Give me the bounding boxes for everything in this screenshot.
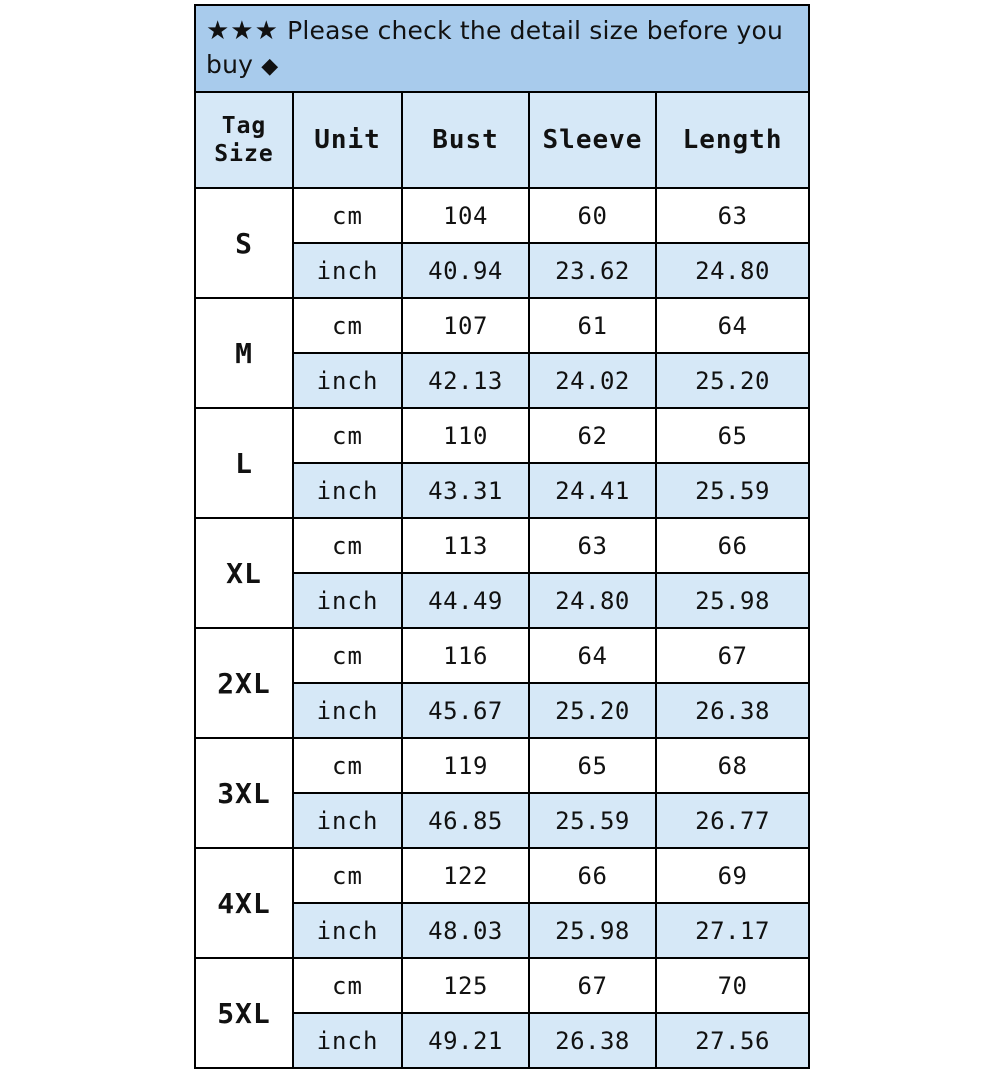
length-cm: 70 [656,958,809,1013]
length-inch: 25.98 [656,573,809,628]
sleeve-inch: 25.20 [529,683,656,738]
sleeve-cm: 64 [529,628,656,683]
length-cm: 64 [656,298,809,353]
bust-cm: 107 [402,298,529,353]
bust-cm: 125 [402,958,529,1013]
size-label: 4XL [195,848,293,958]
sleeve-cm: 63 [529,518,656,573]
sleeve-inch: 23.62 [529,243,656,298]
sleeve-cm: 67 [529,958,656,1013]
unit-label-inch: inch [293,243,402,298]
bust-cm: 122 [402,848,529,903]
header-length: Length [656,92,809,188]
size-chart-table [194,4,810,1069]
bust-inch: 48.03 [402,903,529,958]
header-tag-size-line2: Size [214,141,274,168]
size-label: 5XL [195,958,293,1068]
bust-inch: 49.21 [402,1013,529,1068]
length-inch: 25.20 [656,353,809,408]
sleeve-inch: 24.02 [529,353,656,408]
diamond-icon: ◆ [261,54,279,80]
length-inch: 25.59 [656,463,809,518]
bust-cm: 110 [402,408,529,463]
table-row [195,738,809,793]
unit-label-cm: cm [293,188,402,243]
sleeve-cm: 66 [529,848,656,903]
unit-label-inch: inch [293,353,402,408]
header-bust: Bust [402,92,529,188]
unit-label-cm: cm [293,848,402,903]
sleeve-cm: 61 [529,298,656,353]
size-label: L [195,408,293,518]
table-row [195,298,809,353]
table-row [195,848,809,903]
length-cm: 68 [656,738,809,793]
unit-label-inch: inch [293,903,402,958]
sleeve-cm: 60 [529,188,656,243]
bust-cm: 113 [402,518,529,573]
header-tag-size-line1: Tag [221,112,267,139]
header-row [195,92,809,188]
unit-label-cm: cm [293,518,402,573]
table-row [195,518,809,573]
header-unit: Unit [293,92,402,188]
size-label: 3XL [195,738,293,848]
length-inch: 26.38 [656,683,809,738]
header-tag-size [195,92,293,188]
unit-label-cm: cm [293,408,402,463]
length-inch: 27.17 [656,903,809,958]
unit-label-inch: inch [293,793,402,848]
length-cm: 66 [656,518,809,573]
bust-cm: 119 [402,738,529,793]
sleeve-inch: 24.80 [529,573,656,628]
bust-cm: 104 [402,188,529,243]
size-chart-container [194,4,808,1069]
bust-inch: 40.94 [402,243,529,298]
bust-inch: 44.49 [402,573,529,628]
length-inch: 26.77 [656,793,809,848]
size-label: XL [195,518,293,628]
size-label: S [195,188,293,298]
sleeve-inch: 26.38 [529,1013,656,1068]
unit-label-cm: cm [293,628,402,683]
unit-label-cm: cm [293,958,402,1013]
banner-notice [195,5,809,92]
unit-label-inch: inch [293,463,402,518]
table-row [195,188,809,243]
bust-inch: 42.13 [402,353,529,408]
unit-label-inch: inch [293,683,402,738]
size-label: M [195,298,293,408]
table-row [195,408,809,463]
length-cm: 69 [656,848,809,903]
header-sleeve: Sleeve [529,92,656,188]
unit-label-inch: inch [293,573,402,628]
length-inch: 27.56 [656,1013,809,1068]
table-row [195,958,809,1013]
sleeve-inch: 25.59 [529,793,656,848]
banner-text: Please check the detail size before you buy [206,16,784,80]
bust-cm: 116 [402,628,529,683]
banner-row [195,5,809,92]
size-label: 2XL [195,628,293,738]
sleeve-cm: 65 [529,738,656,793]
sleeve-cm: 62 [529,408,656,463]
table-row [195,628,809,683]
unit-label-cm: cm [293,738,402,793]
bust-inch: 45.67 [402,683,529,738]
stars-icon: ★★★ [206,16,279,46]
length-cm: 67 [656,628,809,683]
length-inch: 24.80 [656,243,809,298]
unit-label-cm: cm [293,298,402,353]
bust-inch: 46.85 [402,793,529,848]
sleeve-inch: 25.98 [529,903,656,958]
length-cm: 63 [656,188,809,243]
unit-label-inch: inch [293,1013,402,1068]
length-cm: 65 [656,408,809,463]
sleeve-inch: 24.41 [529,463,656,518]
bust-inch: 43.31 [402,463,529,518]
